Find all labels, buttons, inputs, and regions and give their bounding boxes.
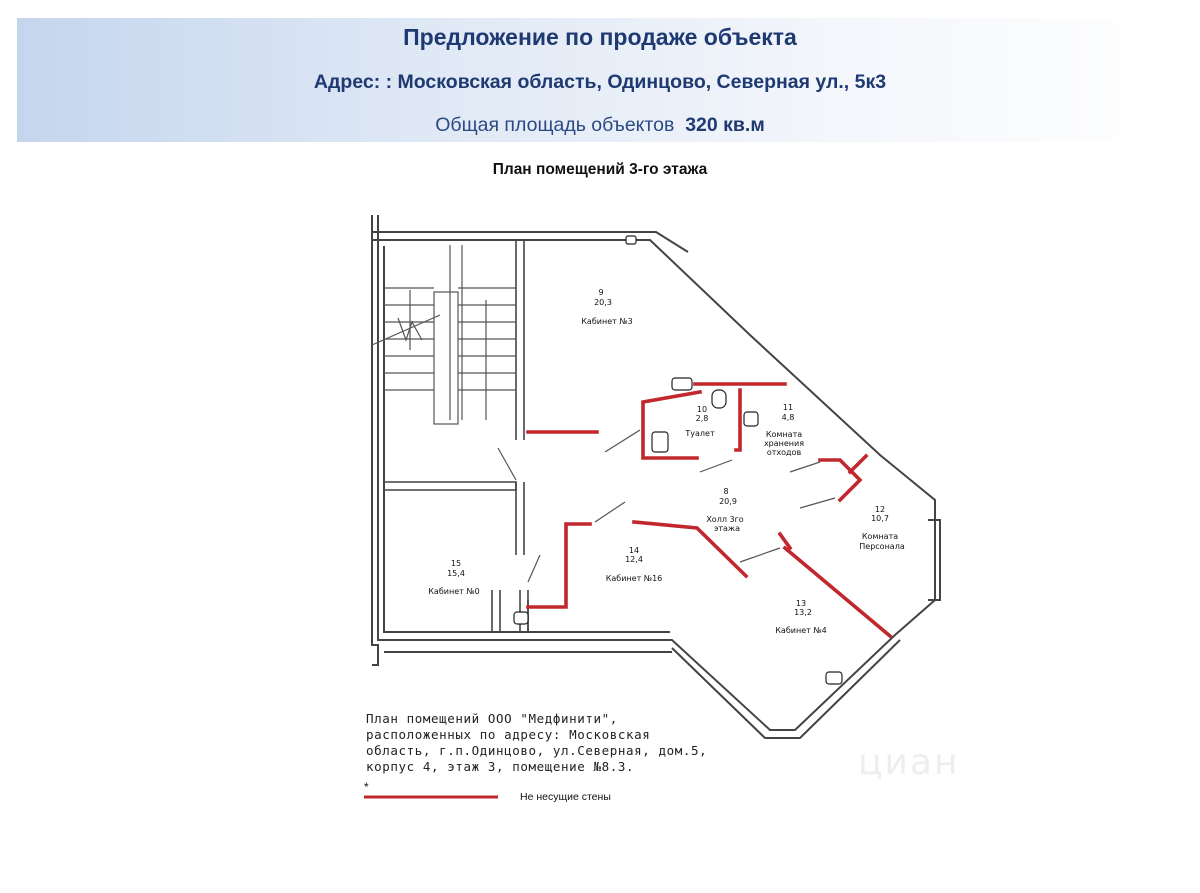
room-11-number: 11 — [782, 403, 794, 412]
room-12-name-1: Комната — [861, 532, 899, 541]
room-8-number: 8 — [723, 487, 729, 496]
room-14-area: 12,4 — [625, 555, 643, 564]
legend-label: Не несущие стены — [520, 791, 611, 803]
non-bearing-walls — [528, 384, 890, 636]
legend-marker: * — [364, 780, 369, 794]
room-12-area: 10,7 — [871, 514, 889, 523]
room-15-name: Кабинет №0 — [428, 587, 480, 596]
room-9-number: 9 — [598, 288, 604, 297]
room-12-number: 12 — [874, 505, 886, 514]
caption-line: корпус 4, этаж 3, помещение №8.3. — [366, 759, 635, 774]
plan-caption — [366, 711, 746, 775]
room-13-name: Кабинет №4 — [775, 626, 827, 635]
caption-line: расположенных по адресу: Московская — [366, 727, 651, 742]
room-8-name-1: Холл 3го — [706, 515, 744, 524]
area-label: Общая площадь объектов — [435, 114, 675, 136]
room-8-name-2: этажа — [713, 524, 741, 533]
caption-line: область, г.п.Одинцово, ул.Северная, дом.5, — [366, 743, 708, 758]
offer-title: Предложение по продаже объекта — [403, 24, 797, 50]
staircase — [372, 245, 516, 424]
room-9-area: 20,3 — [594, 298, 612, 307]
room-11-name-2: хранения — [763, 439, 805, 448]
room-8-area: 20,9 — [719, 497, 737, 506]
room-9-name: Кабинет №3 — [581, 317, 633, 326]
room-10-area: 2,8 — [695, 414, 709, 423]
room-13-area: 13,2 — [794, 608, 812, 617]
watermark-logo: циан — [858, 742, 960, 783]
address-line: Адрес: : Московская область, Одинцово, Северная ул., 5к3 — [313, 71, 887, 93]
room-11-area: 4,8 — [781, 413, 795, 422]
room-10-name: Туалет — [685, 429, 715, 438]
room-13-number: 13 — [795, 599, 807, 608]
room-11-name-3: отходов — [766, 448, 802, 457]
room-14-number: 14 — [628, 546, 640, 555]
room-14-name: Кабинет №16 — [605, 574, 663, 583]
fixtures — [514, 236, 842, 684]
area-value: 320 кв.м — [685, 114, 765, 136]
caption-line: План помещений ООО "Медфинити", — [366, 711, 618, 726]
room-11-name-1: Комната — [765, 430, 803, 439]
room-15-number: 15 — [450, 559, 462, 568]
room-10-number: 10 — [696, 405, 708, 414]
room-12-name-2: Персонала — [859, 542, 905, 551]
plan-title: План помещений 3-го этажа — [492, 161, 708, 178]
room-15-area: 15,4 — [447, 569, 465, 578]
